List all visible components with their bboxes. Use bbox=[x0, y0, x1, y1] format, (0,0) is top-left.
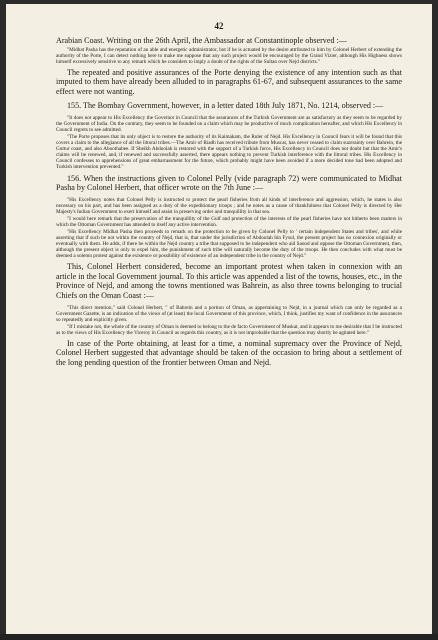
paragraph-156: 156. When the instructions given to Colonel Pelly (vide paragraph 72) were communicated to Midhat Pasha by Colonel Herbert, that officer wrote on the 7th June :— bbox=[56, 173, 402, 193]
paragraph: Arabian Coast. Writing on the 26th April, the Ambassador at Constantinople observed :— bbox=[56, 36, 347, 45]
page-number: 42 bbox=[214, 21, 224, 31]
quotation: "His Excellency notes that Colonel Pelly is instructed to protect the pearl fisheries from all kinds of interference and aggression, which, he states is also necessary on his part, and has been assigned as a duty of the expeditionary troops ; and he notes as a cause of thankfulness that Colonel Pelly is directed by Her Majesty's Indian Government to exert himself and assist in preserving order and tranquillity in that sea. bbox=[56, 196, 402, 215]
paragraph: In case of the Porte obtaining, at least for a time, a nominal supremacy over the Province of Nejd, Colonel Herbert suggested that advantage should be taken of the occasion to bring about a settlement of the long pending question of the frontier between Oman and Nejd. bbox=[56, 338, 402, 368]
quotation: "The Porte proposes that its only object is to restore the authority of its Kaimakam, the Ruler of Nejd. His Excellency in Council fears it will be found that this covers a claim to the allegiance of all the littoral tribes.—The Amir of Riadh has received tribute from Muscat, has never ceased to claim suzerainty over Bahrein, the Guttur coast, and also Aboothabee. If Sheikh Abdoolah is restored with the support of a Turkish force, His Excellency in Council does not doubt but that the Amir's claims will be renewed, and, if renewed and successfully asserted, there appears nothing to prevent Turkish interference with the littoral tribes. His Excellency in Council confesses to apprehensions of great embarrassment for the future, which probably might have been avoided if a more decided tone had been adopted and Turkish intervention prevented." bbox=[56, 133, 402, 170]
paragraph-155: 155. The Bombay Government, however, in a letter dated 18th July 1871, No. 1214, observed :— bbox=[67, 100, 384, 110]
quotation: "This direct mention," said Colonel Herbert, " of Bahrein and a portion of Oman, as appertaining to Nejd, in a journal which can only be regarded as a Government Gazette, is an indication of the views of (at least) the local Government of this province, which, I think, justifies my want of confidence in the assurances so repeatedly and explicitly given. bbox=[56, 304, 402, 323]
quotation: "I would here remark that the preservation of the tranquillity of the Gulf and protection of the interests of the pearl fisheries have not hitherto been matters in which the Ottoman Government has attended to itself any active intervention. bbox=[56, 215, 402, 228]
page-body bbox=[56, 36, 402, 368]
quotation: "It does not appear to His Excellency the Governor in Council that the assurances of the Turkish Government are as satisfactory as they seem to be regarded by the Government of India. On the contrary, they seem to be founded on a claim which may be productive of much complication hereafter, and which His Excellency in Council regrets to see admitted. bbox=[56, 114, 402, 133]
paragraph: The repeated and positive assurances of the Porte denying the existence of any intention such as that imputed to them have already been alluded to in paragraphs 61-67, and subsequent assurances to the same effect were not wanting. bbox=[56, 67, 402, 97]
paragraph: This, Colonel Herbert considered, become an important protest when taken in connexion with an article in the local Government journal. To this article was appended a list of the towns, houses, etc., in the Province of Nejd, and among the towns mentioned was Bahrein, as also three towns belonging to trucial Chiefs on the Oman Coast :— bbox=[56, 261, 402, 301]
quotation: "His Excellency Midhat Pasha then proceeds to remark on the protection to be given by Colonel Pelly to ' certain independent States and tribes', and while asserting that if such be not within the country of Nejd, that is, that under the jurisdiction of Abdoolah bin Fysul, the present project has no connexion originally or eventually with them. He adds, if there be within the Nejd country a tribe that supposed to be independent who aid Saood and oppose the Ottoman Government, then, although the present object is only to expel him, the punishment of such tribe will naturally become the duty of the troops. He then concludes with what must be deemed a solemn protest against the existence or possibility of existence of an independent tribe in the country of Nejd." bbox=[56, 228, 402, 259]
quotation: "If I mistake not, the whole of the country of Oman is deemed to belong to the de facto Government of Muskat, and it appears to me desirable that I be instructed as to the views of His Excellency the Viceroy in Council as regards this country, as it is not improbable that the question may shortly be agitated here." bbox=[56, 323, 402, 336]
document-page bbox=[6, 4, 432, 638]
quotation: "Midhat Pasha has the reputation of an able and energetic administrator, but if he is actuated by the desire attributed to him by Colonel Herbert of extending the authority of the Porte, I can detect nothing here to make me suppose that any such project would be encouraged by the Grand Vizier, although His Highness shows himself excessively sensitive to any remark which he considers to imply a doubt of the rights of the Sultan over Nejd districts." bbox=[56, 46, 402, 65]
scan-border bbox=[0, 634, 438, 640]
